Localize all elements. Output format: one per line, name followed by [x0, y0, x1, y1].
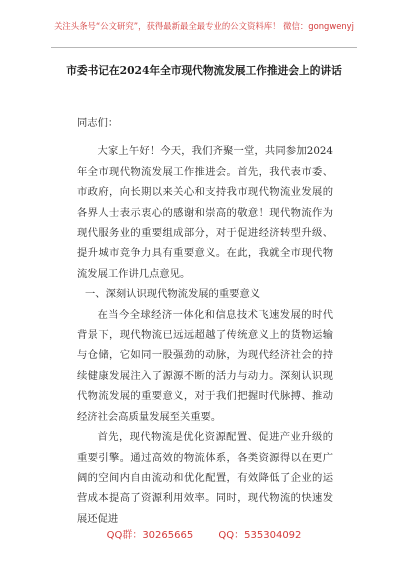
footer-qq-contact: QQ：535304092 [218, 530, 302, 541]
greeting: 同志们： [77, 117, 119, 129]
footer [0, 526, 408, 541]
paragraph-background: 在当今全球经济一体化和信息技术飞速发展的时代背景下，现代物流已远远超越了传统意义上的货物运输与仓储，它如同一股强劲的动脉，为现代经济社会的持续健康发展注入了源源不断的活力与动力。深刻认识现代物流发展的重要意义，对于我们把握时代脉搏、推动经济社会高质量发展至关重要。 [77, 308, 333, 423]
document-title: 市委书记在2024年全市现代物流发展工作推进会上的讲话 [66, 64, 342, 77]
paragraph-intro: 大家上午好！今天，我们齐聚一堂，共同参加2024年全市现代物流发展工作推进会。首先，我代表市委、市政府，向长期以来关心和支持我市现代物流业发展的各界人士表示衷心的感谢和崇高的敬意！现代物流作为现代服务业的重要组成部分，对于促进经济转型升级、提升城市竞争力具有重要意义。在此，我就全市现代物流发展工作讲几点意见。 [77, 145, 333, 280]
document-body [77, 113, 333, 529]
paragraph-first-point: 首先，现代物流是优化资源配置、促进产业升级的重要引擎。通过高效的物流体系，各类资源得以在更广阔的空间内自由流动和优化配置，有效降低了企业的运营成本提高了资源利用效率。同时，现代物流的快速发展还促进 [77, 431, 333, 525]
footer-qq-group: QQ群：30265665 [106, 530, 194, 541]
header-note: 关注头条号“公文研究”，获得最新最全最专业的公文资料库！ 微信：gongwenyj [54, 21, 354, 31]
header-divider [51, 47, 357, 48]
section-heading: 一、深刻认识现代物流发展的重要意义 [85, 288, 261, 301]
